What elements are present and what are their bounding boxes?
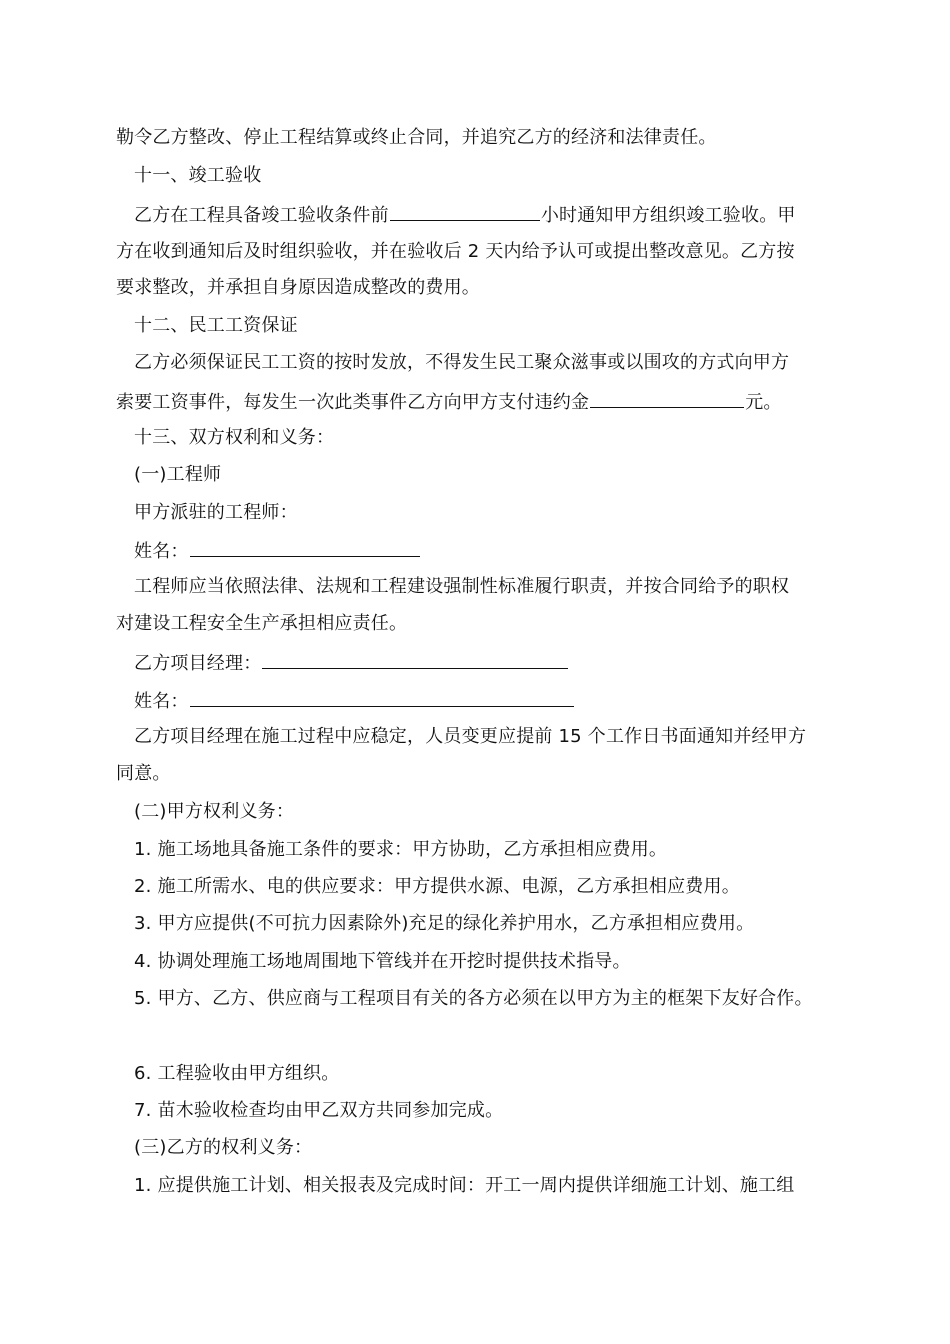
subsection-heading: (一)工程师 [134, 464, 222, 485]
list-item: 6. 工程验收由甲方组织。 [134, 1063, 340, 1084]
list-item: 1. 应提供施工计划、相关报表及完成时间：开工一周内提供详细施工计划、施工组 [134, 1175, 795, 1196]
fill-in-blank-penalty [590, 389, 744, 408]
paragraph-line: 对建设工程安全生产承担相应责任。 [116, 613, 408, 634]
list-item: 3. 甲方应提供(不可抗力因素除外)充足的绿化养护用水，乙方承担相应费用。 [134, 913, 755, 934]
subsection-heading: (三)乙方的权利义务： [134, 1137, 313, 1158]
text-segment: 姓名： [134, 541, 189, 562]
paragraph-line: 甲方派驻的工程师： [134, 502, 298, 523]
paragraph-line: 工程师应当依照法律、法规和工程建设强制性标准履行职责，并按合同给予的职权 [134, 576, 790, 597]
list-item: 7. 苗木验收检查均由甲乙双方共同参加完成。 [134, 1100, 504, 1121]
text-segment: 索要工资事件，每发生一次此类事件乙方向甲方支付违约金 [116, 392, 590, 413]
paragraph-line [134, 202, 796, 228]
paragraph-line: 同意。 [116, 763, 171, 784]
list-item: 2. 施工所需水、电的供应要求：甲方提供水源、电源，乙方承担相应费用。 [134, 876, 740, 897]
fill-in-blank-manager-name [190, 688, 574, 707]
list-item: 4. 协调处理施工场地周围地下管线并在开挖时提供技术指导。 [134, 951, 631, 972]
paragraph-line: 乙方项目经理在施工过程中应稳定，人员变更应提前 15 个工作日书面通知并经甲方 [134, 726, 807, 747]
fill-in-blank-project-manager [262, 650, 568, 669]
fill-in-blank-engineer-name [190, 538, 420, 557]
list-item: 1. 施工场地具备施工条件的要求：甲方协助，乙方承担相应费用。 [134, 839, 668, 860]
text-segment: 元。 [745, 392, 782, 413]
text-segment: 姓名： [134, 691, 189, 712]
paragraph-line: 勒令乙方整改、停止工程结算或终止合同，并追究乙方的经济和法律责任。 [116, 127, 717, 148]
list-item: 5. 甲方、乙方、供应商与工程项目有关的各方必须在以甲方为主的框架下友好合作。 [134, 988, 813, 1009]
text-segment: 小时通知甲方组织竣工验收。甲 [540, 205, 796, 226]
paragraph-line [134, 688, 575, 714]
text-segment: 乙方在工程具备竣工验收条件前 [134, 205, 389, 226]
paragraph-line: 方在收到通知后及时组织验收，并在验收后 2 天内给予认可或提出整改意见。乙方按 [116, 241, 795, 262]
paragraph-line [134, 650, 569, 676]
section-heading: 十二、民工工资保证 [134, 315, 298, 336]
text-segment: 乙方项目经理： [134, 653, 262, 674]
section-heading: 十三、双方权利和义务： [134, 427, 335, 448]
section-heading: 十一、竣工验收 [134, 165, 262, 186]
paragraph-line [134, 538, 421, 564]
paragraph-line: 乙方必须保证民工工资的按时发放，不得发生民工聚众滋事或以围攻的方式向甲方 [134, 352, 790, 373]
subsection-heading: (二)甲方权利义务： [134, 801, 295, 822]
fill-in-blank-hours [390, 202, 540, 221]
paragraph-line: 要求整改，并承担自身原因造成整改的费用。 [116, 277, 480, 298]
paragraph-line [116, 389, 782, 415]
